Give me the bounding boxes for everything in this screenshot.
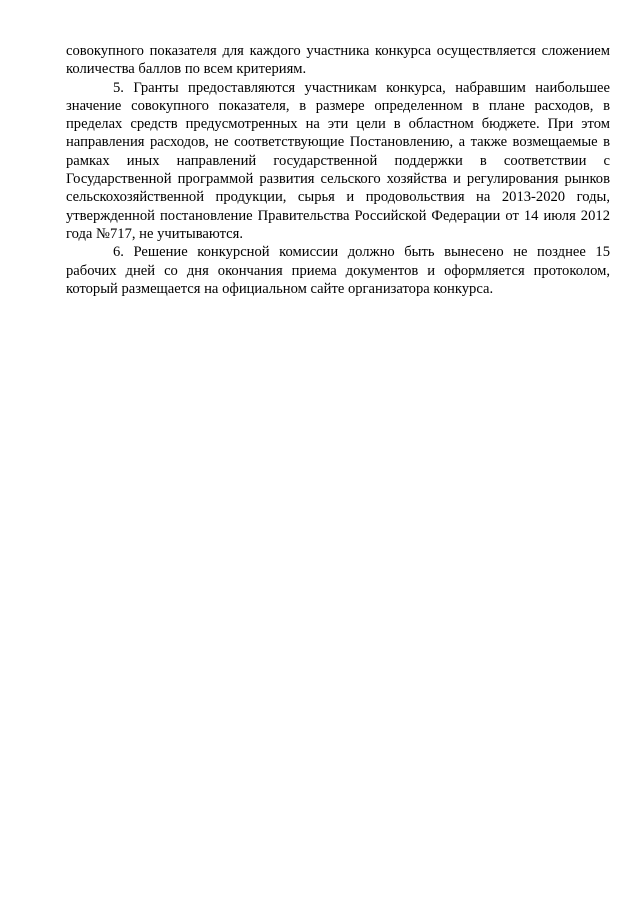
- document-body: [66, 42, 610, 298]
- paragraph-item-6: 6. Решение конкурсной комиссии должно быть вынесено не позднее 15 рабочих дней со дня окончания приема документов и оформляется протоколом, который размещается на официальном сайте организатора конкурса.: [66, 244, 610, 297]
- paragraph-item-5: 5. Гранты предоставляются участникам конкурса, набравшим наибольшее значение совокупного показателя, в размере определенном в плане расходов, в пределах средств предусмотренных на эти цели в областном бюджете. При этом направления расходов, не соответствующие Постановлению, а также возмещаемые в рамках иных направлений государственной поддержки в соответствии с Государственной программой развития сельского хозяйства и регулирования рынков сельскохозяйственной продукции, сырья и продовольствия на 2013-2020 годы, утвержденной постановление Правительства Российской Федерации от 14 июля 2012 года №717, не учитываются.: [66, 79, 610, 242]
- paragraph-continuation: совокупного показателя для каждого участника конкурса осуществляется сложением количества баллов по всем критериям.: [66, 43, 610, 78]
